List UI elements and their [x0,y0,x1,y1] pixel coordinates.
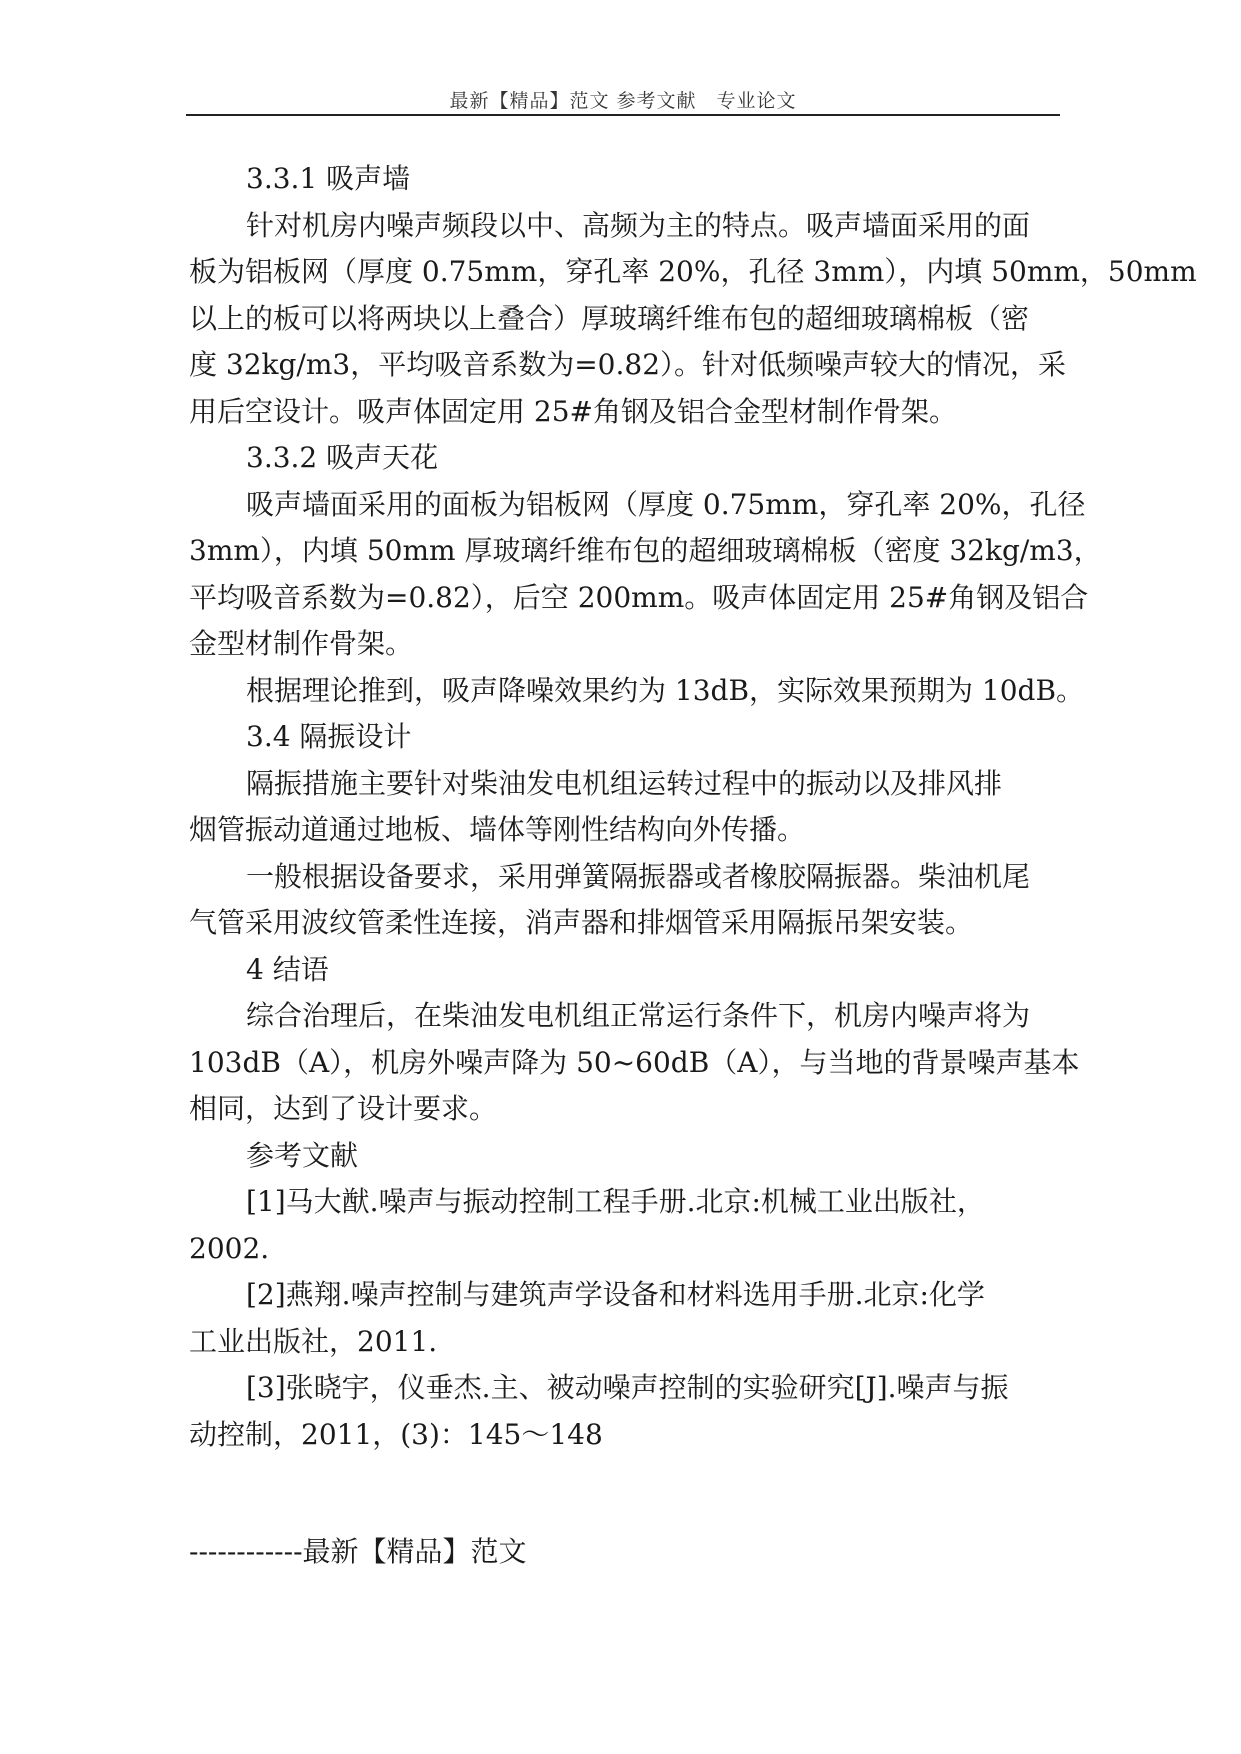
text-line: 平均吸音系数为=0.82），后空 200mm。吸声体固定用 25#角钢及铝合 [189,580,1089,614]
text-line: 一般根据设备要求，采用弹簧隔振器或者橡胶隔振器。柴油机尾 [246,859,1031,893]
text-line: 用后空设计。吸声体固定用 25#角钢及铝合金型材制作骨架。 [189,394,957,428]
text-line: 吸声墙面采用的面板为铝板网（厚度 0.75mm，穿孔率 20%，孔径 [246,487,1086,521]
text-line: [3]张晓宇，仪垂杰.主、被动噪声控制的实验研究[J].噪声与振 [246,1371,1009,1404]
text-line: 烟管振动道通过地板、墙体等刚性结构向外传播。 [189,813,806,846]
text-line: 针对机房内噪声频段以中、高频为主的特点。吸声墙面采用的面 [246,208,1031,242]
text-line: 参考文献 [246,1138,359,1172]
text-line: 4 结语 [246,952,329,986]
text-line: 气管采用波纹管柔性连接，消声器和排烟管采用隔振吊架安装。 [189,906,974,939]
text-line: 动控制，2011，(3)：145～148 [189,1417,603,1451]
text-line: 以上的板可以将两块以上叠合）厚玻璃纤维布包的超细玻璃棉板（密 [189,301,1030,335]
text-line: [1]马大猷.噪声与振动控制工程手册.北京:机械工业出版社， [246,1185,985,1218]
text-line: 103dB（A），机房外噪声降为 50~60dB（A），与当地的背景噪声基本 [189,1045,1080,1079]
text-line: 工业出版社，2011. [189,1324,438,1358]
text-line: 板为铝板网（厚度 0.75mm，穿孔率 20%，孔径 3mm），内填 50mm，50mm [189,255,1197,288]
text-line: 3.3.2 吸声天花 [246,441,439,474]
text-line: [2]燕翔.噪声控制与建筑声学设备和材料选用手册.北京:化学 [246,1278,985,1311]
text-line: 2002. [189,1231,270,1265]
document-body [189,156,1197,1458]
text-line: 根据理论推到，吸声降噪效果约为 13dB，实际效果预期为 10dB。 [246,673,1085,707]
text-line: 隔振措施主要针对柴油发电机组运转过程中的振动以及排风排 [246,766,1003,800]
text-line: 金型材制作骨架。 [189,627,414,660]
text-line: 相同，达到了设计要求。 [189,1092,498,1125]
text-line: 3.4 隔振设计 [246,720,412,753]
text-line: 3.3.1 吸声墙 [246,162,411,195]
text-line: 度 32kg/m3，平均吸音系数为=0.82）。针对低频噪声较大的情况，采 [189,348,1067,381]
page-header: 最新【精品】范文 参考文献 专业论文 [449,90,797,112]
page-footer: ------------最新【精品】范文 [189,1535,527,1568]
text-line: 综合治理后，在柴油发电机组正常运行条件下，机房内噪声将为 [246,999,1031,1032]
header-divider [186,114,1060,116]
text-line: 3mm），内填 50mm 厚玻璃纤维布包的超细玻璃棉板（密度 32kg/m3， [189,534,1102,567]
